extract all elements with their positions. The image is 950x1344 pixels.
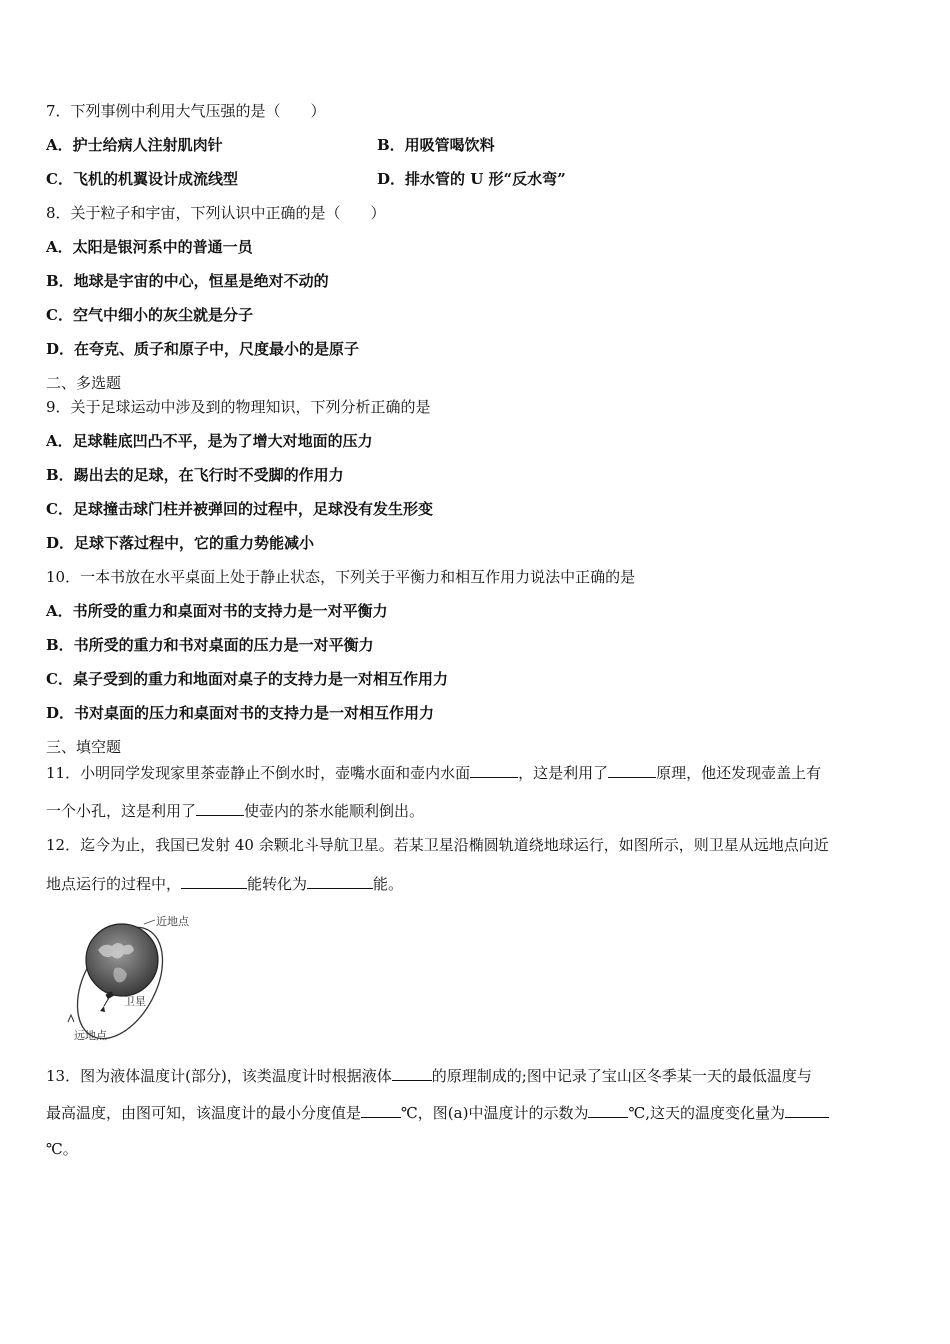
q13-blank-2[interactable]	[361, 1102, 401, 1118]
section-multiple-choice-heading: 二、多选题	[46, 374, 122, 392]
q10-option-d: D．书对桌面的压力和桌面对书的支持力是一对相互作用力	[46, 704, 435, 722]
q7-stem: 7．下列事例中利用大气压强的是（ ）	[46, 102, 326, 120]
q10-option-b: B．书所受的重力和书对桌面的压力是一对平衡力	[46, 636, 374, 654]
q9-option-b: B．踢出去的足球，在飞行时不受脚的作用力	[46, 466, 344, 484]
earth-globe	[86, 924, 158, 996]
q12-blank-1[interactable]	[181, 873, 247, 889]
q13-line-3: ℃。	[46, 1140, 78, 1158]
q12-text-1: 地点运行的过程中，	[46, 875, 182, 893]
q11-text-3: 原理，他还发现壶盖上有	[656, 764, 822, 782]
q10-option-c: C．桌子受到的重力和地面对桌子的支持力是一对相互作用力	[46, 670, 448, 688]
q12-line-1: 12．迄今为止，我国已发射 40 余颗北斗导航卫星。若某卫星沿椭圆轨道绕地球运行，如图所示，则卫星从远地点向近	[46, 836, 829, 854]
q7-option-d: D．排水管的 U 形“反水弯”	[377, 170, 566, 188]
q11-text-2: ，这是利用了	[518, 764, 609, 782]
q13-text-4: ℃，图(a)中温度计的示数为	[401, 1104, 589, 1122]
satellite-label: 卫星	[124, 995, 146, 1008]
q13-text-1: 13．图为液体温度计(部分)，该类温度计时根据液体	[46, 1067, 392, 1085]
far-point-label: 远地点	[74, 1029, 107, 1042]
q11-blank-2[interactable]	[608, 762, 656, 778]
q13-blank-1[interactable]	[392, 1065, 432, 1081]
q13-text-2: 的原理制成的;图中记录了宝山区冬季某一天的最低温度与	[431, 1067, 812, 1085]
q13-blank-3[interactable]	[588, 1102, 628, 1118]
q7-option-a: A．护士给病人注射肌肉针	[46, 136, 223, 154]
q12-text-3: 能。	[373, 875, 404, 893]
q8-option-d: D．在夸克、质子和原子中，尺度最小的是原子	[46, 340, 360, 358]
q13-text-5: ℃,这天的温度变化量为	[628, 1104, 786, 1122]
q9-stem: 9．关于足球运动中涉及到的物理知识，下列分析正确的是	[46, 398, 431, 416]
q13-line-1	[46, 1065, 812, 1086]
q12-blank-2[interactable]	[307, 873, 373, 889]
q8-option-b: B．地球是宇宙的中心，恒星是绝对不动的	[46, 272, 329, 290]
section-fill-in-heading: 三、填空题	[46, 738, 122, 756]
q11-text-1: 11．小明同学发现家里茶壶静止不倒水时，壶嘴水面和壶内水面	[46, 764, 471, 782]
q8-stem: 8．关于粒子和宇宙，下列认识中正确的是（ ）	[46, 204, 386, 222]
q11-blank-3[interactable]	[196, 800, 244, 816]
q10-option-a: A．书所受的重力和桌面对书的支持力是一对平衡力	[46, 602, 388, 620]
q11-text-5: 使壶内的茶水能顺利倒出。	[244, 802, 425, 820]
q12-line-2	[46, 873, 403, 894]
near-point-label: 近地点	[156, 915, 189, 928]
q8-option-a: A．太阳是银河系中的普通一员	[46, 238, 253, 256]
q11-text-4: 一个小孔，这是利用了	[46, 802, 197, 820]
q13-text-3: 最高温度，由图可知，该温度计的最小分度值是	[46, 1104, 362, 1122]
q13-line-2	[46, 1102, 829, 1123]
orbit-arrow-icon	[68, 1015, 74, 1022]
arrow-head-icon	[100, 1006, 105, 1012]
q11-line-1	[46, 762, 821, 783]
q9-option-c: C．足球撞击球门柱并被弹回的过程中，足球没有发生形变	[46, 500, 433, 518]
q11-line-2	[46, 800, 424, 821]
q13-blank-4[interactable]	[785, 1102, 829, 1118]
q8-option-c: C．空气中细小的灰尘就是分子	[46, 306, 253, 324]
q9-option-d: D．足球下落过程中，它的重力势能减小	[46, 534, 315, 552]
q11-blank-1[interactable]	[470, 762, 518, 778]
q10-stem: 10．一本书放在水平桌面上处于静止状态，下列关于平衡力和相互作用力说法中正确的是	[46, 568, 636, 586]
satellite-orbit-figure	[60, 910, 210, 1048]
q7-option-c: C．飞机的机翼设计成流线型	[46, 170, 238, 188]
q9-option-a: A．足球鞋底凹凸不平，是为了增大对地面的压力	[46, 432, 373, 450]
near-point-pointer	[144, 920, 155, 924]
q12-text-2: 能转化为	[247, 875, 308, 893]
q7-option-b: B．用吸管喝饮料	[377, 136, 495, 154]
